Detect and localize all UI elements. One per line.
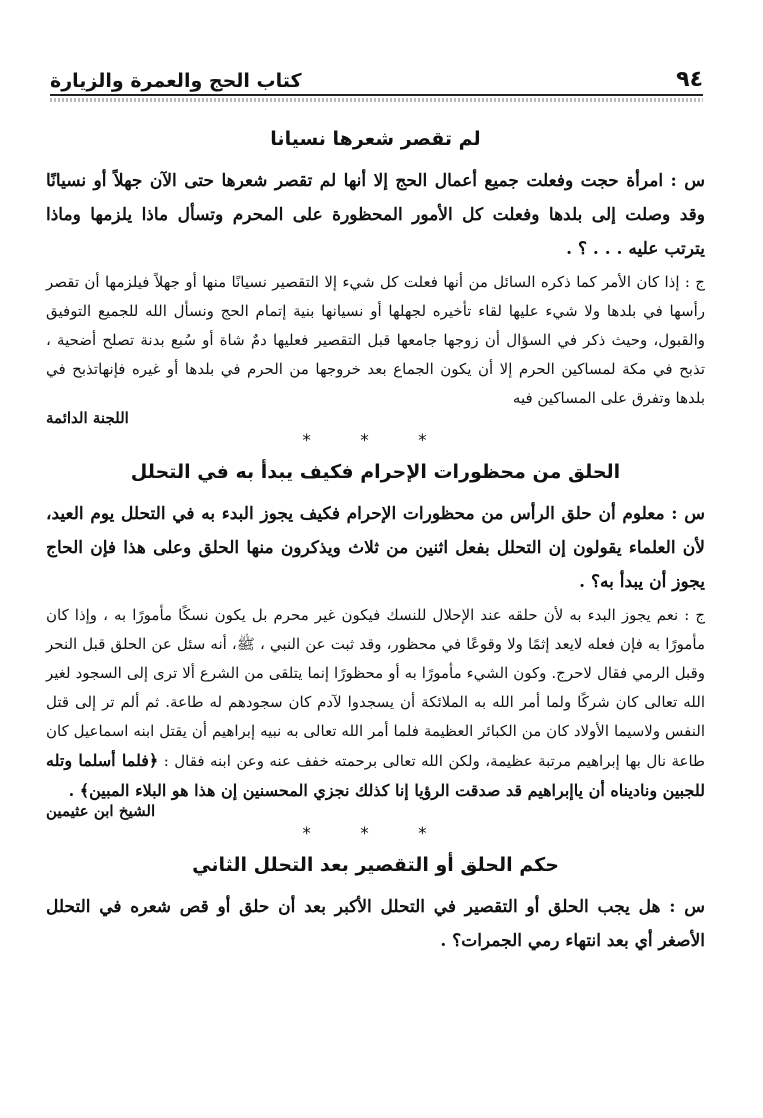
question-text: س : معلوم أن حلق الرأس من محظورات الإحرام فكيف يجوز البدء به في التحلل يوم العيد، لأن العلماء يقولون إن التحلل بفعل اثنين من ثلاث ويذكرون منها الحلق وعلى هذا فإن الحاج يجوز أن يبدأ به؟ . (46, 504, 705, 592)
separator-stars: * * * (302, 431, 449, 451)
header-rule (50, 94, 703, 96)
section-3 (46, 854, 705, 958)
signature: اللجنة الدائمة (46, 409, 129, 427)
signature: الشيخ ابن عثيمين (46, 802, 156, 820)
page-number: ٩٤ (676, 67, 703, 92)
section-title: الحلق من محظورات الإحرام فكيف يبدأ به في التحلل (130, 461, 621, 483)
page-content (46, 128, 705, 958)
answer-body: ج : نعم يجوز البدء به لأن حلقه عند الإحلال للنسك فيكون غير محرم بل يكون نسكًا مأمورًا به ، وإذا كان مأمورًا به فإن فعله لايعد إثمًا ولا وقوعًا في محظور، وقد ثبت عن النبي ، ﷺ، أنه سئل عن الحلق قبل النحر وقبل الرمي فقال لاحرج. وكون الشيء مأمورًا به أو محظورًا إنما يتلقى من الشرع ألا ترى إلى السجود لغير الله تعالى كان شركًا ولما أمر الله به الملائكة أن يسجدوا لآدم كان سجودهم له طاعة. ثم ألم تر إلى قتل النفس ولاسيما الأولاد كان من الكبائر العظيمة فلما أمر الله تعالى به نبيه إبراهيم أن يقتل ابنه اسماعيل كان طاعة نال بها إبراهيم مرتبة عظيمة، ولكن الله تعالى برحمته خفف عنه وعن ابنه فقال : (46, 606, 705, 770)
section-1 (46, 128, 705, 427)
book-title: كتاب الحج والعمرة والزيارة (50, 70, 302, 92)
page-header (50, 52, 703, 92)
answer-text: ج : إذا كان الأمر كما ذكره السائل من أنها فعلت كل شيء إلا التقصير نسيانًا منها أو جهلاً فيلزمها أن تقصر رأسها في بلدها ولا شيء عليها لقاء تأخيره لجهلها أو نسيانها بنية إتمام الحج ونسأل الله للجميع التوفيق والقبول، وحيث ذكر في السؤال أن زوجها جامعها قبل التقصير فعليها دمٌ شاة أو سُبع بدنة تصلح أضحية ، تذبح في مكة لمساكين الحرم إلا أن يكون الجماع بعد خروجها من الحرم في بلدها أو غيره فإنهاتذبح في بلدها وتفرق على المساكين فيه (46, 273, 705, 407)
quran-verse: ﴿فلما أسلما وتله للجبين وناديناه أن ياإبراهيم قد صدقت الرؤيا إنا كذلك نجزي المحسنين إن هذا هو البلاء المبين﴾ . (46, 751, 705, 800)
header-dotted-rule (50, 98, 703, 102)
section-title: لم تقصر شعرها نسيانا (270, 128, 481, 150)
separator-stars: * * * (302, 824, 449, 844)
section-2 (46, 461, 705, 820)
answer-text (46, 601, 705, 806)
question-text: س : امرأة حجت وفعلت جميع أعمال الحج إلا أنها لم تقصر شعرها حتى الآن جهلاً أو نسيانًا وقد وصلت إلى بلدها وفعلت كل الأمور المحظورة على المحرم وتسأل ماذا يلزمها وماذا يترتب عليه . . . ؟ . (46, 171, 705, 259)
question-text: س : هل يجب الحلق أو التقصير في التحلل الأكبر بعد أن حلق أو قص شعره في التحلل الأصغر أي بعد انتهاء رمي الجمرات؟ . (46, 897, 705, 951)
section-title: حكم الحلق أو التقصير بعد التحلل الثاني (192, 854, 559, 876)
